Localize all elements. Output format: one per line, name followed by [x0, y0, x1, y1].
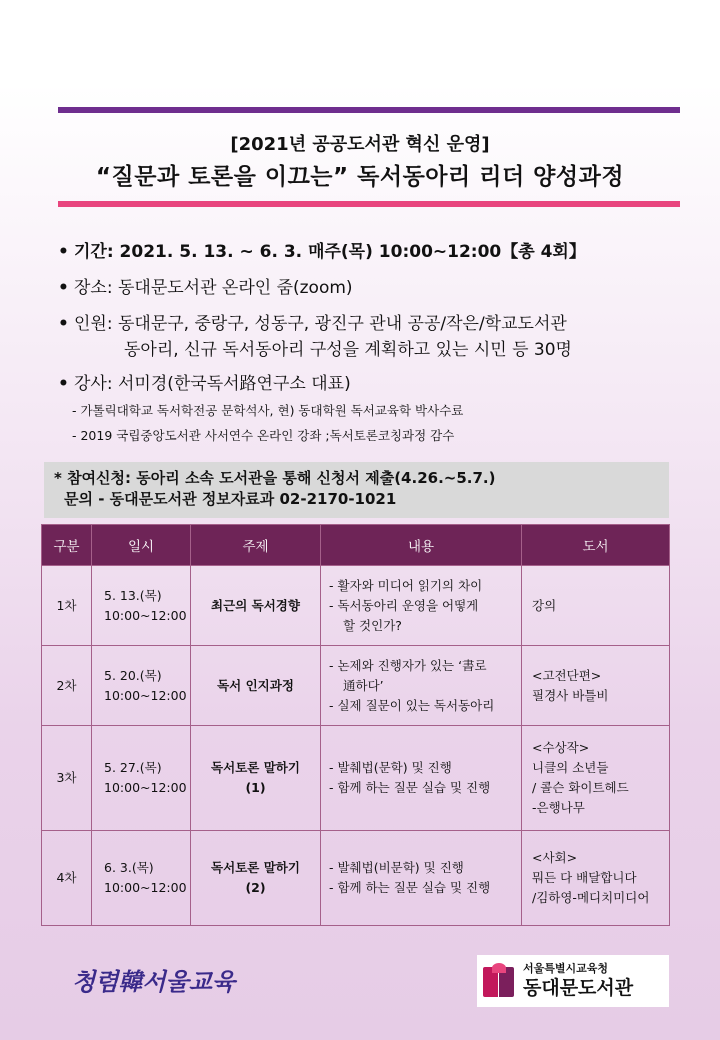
people-text-line1: 인원: 동대문구, 중랑구, 성동구, 광진구 관내 공공/작은/학교도서관	[74, 314, 567, 334]
session-no: 2차	[42, 646, 92, 726]
header-bar-top	[58, 107, 680, 113]
header-bar-bottom	[58, 201, 680, 207]
session-topic	[191, 566, 321, 646]
book-line: 강의	[532, 597, 557, 613]
place-item	[58, 276, 698, 300]
apply-box	[44, 462, 669, 518]
session-date	[92, 831, 191, 926]
book-line: <수상작>	[532, 740, 590, 755]
session-date-day: 5. 27.(목)	[104, 760, 162, 775]
session-topic	[191, 726, 321, 831]
session-no: 1차	[42, 566, 92, 646]
header-topic: 주제	[191, 525, 321, 566]
library-logo-text	[523, 962, 633, 1000]
header-date: 일시	[92, 525, 191, 566]
content-line: - 실제 질문이 있는 독서동아리	[329, 697, 495, 713]
content-line: - 독서동아리 운영을 어떻게	[329, 597, 479, 613]
session-book	[522, 566, 670, 646]
logo-text: 청렴韓서울교육	[72, 968, 236, 996]
book-line: 필경사 바틀비	[532, 687, 609, 703]
session-topic-line1: 최근의 독서경향	[211, 597, 300, 613]
session-date-time: 10:00~12:00	[104, 880, 187, 895]
session-no: 4차	[42, 831, 92, 926]
dongdaemun-library-logo	[477, 955, 669, 1007]
session-content	[321, 831, 522, 926]
apply-line1: * 참여신청: 동아리 소속 도서관을 통해 신청서 제출(4.26.~5.7.)	[54, 469, 496, 487]
book-line: /김하영-메디치미디어	[532, 890, 650, 905]
session-topic-line1: 독서토론 말하기	[211, 860, 300, 875]
session-content	[321, 566, 522, 646]
book-line: <사회>	[532, 850, 578, 865]
session-topic	[191, 646, 321, 726]
book-line: 뭐든 다 배달합니다	[532, 870, 637, 885]
info-section	[58, 240, 698, 452]
book-line: / 콜슨 화이트헤드	[532, 780, 629, 795]
education-office-name: 서울특별시교육청	[523, 962, 609, 975]
schedule-table	[41, 524, 670, 926]
bullet-icon: •	[58, 278, 69, 298]
content-line: - 발췌법(문학) 및 진행	[329, 760, 452, 775]
book-line: <고전단편>	[532, 667, 602, 683]
period-item	[58, 240, 698, 264]
session-date	[92, 646, 191, 726]
session-book	[522, 646, 670, 726]
content-line: - 발췌법(비문학) 및 진행	[329, 860, 464, 875]
book-line: 니클의 소년들	[532, 760, 609, 775]
table-row	[42, 726, 670, 831]
bullet-icon: •	[58, 374, 69, 394]
session-book	[522, 726, 670, 831]
content-line: - 활자와 미디어 읽기의 차이	[329, 577, 483, 593]
content-line: - 함께 하는 질문 실습 및 진행	[329, 780, 491, 795]
lecturer-text: 강사: 서미경(한국독서路연구소 대표)	[74, 374, 351, 394]
book-icon	[483, 963, 515, 999]
content-line: 通하다’	[343, 677, 384, 693]
library-name: 동대문도서관	[523, 977, 634, 999]
table-row	[42, 646, 670, 726]
place-text: 장소: 동대문도서관 온라인 줌(zoom)	[74, 278, 353, 298]
table-header-row	[42, 525, 670, 566]
session-date-time: 10:00~12:00	[104, 607, 187, 623]
people-item	[58, 312, 698, 336]
title-line1: [2021년 공공도서관 혁신 운영]	[230, 134, 490, 155]
bullet-icon: •	[58, 314, 69, 334]
session-date-time: 10:00~12:00	[104, 687, 187, 703]
content-line: - 함께 하는 질문 실습 및 진행	[329, 880, 491, 895]
session-date-time: 10:00~12:00	[104, 780, 187, 795]
lecturer-sub2: - 2019 국립중앙도서관 사서연수 온라인 강좌 ;독서토론코칭과정 감수	[72, 428, 455, 443]
bullet-icon: •	[58, 242, 69, 262]
session-no: 3차	[42, 726, 92, 831]
book-line: -은행나무	[532, 800, 585, 815]
session-topic-line2: (1)	[245, 780, 266, 795]
header-content: 내용	[321, 525, 522, 566]
people-text-line2: 동아리, 신규 독서동아리 구성을 계획하고 있는 시민 등 30명	[124, 340, 572, 360]
session-content	[321, 646, 522, 726]
session-date	[92, 566, 191, 646]
session-content	[321, 726, 522, 831]
session-topic-line1: 독서토론 말하기	[211, 760, 300, 775]
session-date-day: 6. 3.(목)	[104, 860, 154, 875]
session-topic-line2: (2)	[245, 880, 266, 895]
session-topic-line1: 독서 인지과정	[217, 677, 294, 693]
title-line2: “질문과 토론을 이끄는” 독서동아리 리더 양성과정	[95, 164, 625, 190]
header-no: 구분	[42, 525, 92, 566]
session-topic	[191, 831, 321, 926]
lecturer-sub1: - 가톨릭대학교 독서학전공 문학석사, 현) 동대학원 독서교육학 박사수료	[72, 403, 464, 418]
header-book: 도서	[522, 525, 670, 566]
content-line: - 논제와 진행자가 있는 ‘書로	[329, 657, 487, 673]
session-date-day: 5. 20.(목)	[104, 667, 162, 683]
table-row	[42, 566, 670, 646]
table-row	[42, 831, 670, 926]
session-book	[522, 831, 670, 926]
session-date-day: 5. 13.(목)	[104, 587, 162, 603]
apply-line2: 문의 - 동대문도서관 정보자료과 02-2170-1021	[64, 490, 397, 508]
clean-seoul-education-logo	[72, 962, 235, 997]
period-text: 기간: 2021. 5. 13. ~ 6. 3. 매주(목) 10:00~12:00【총 4회】	[74, 242, 586, 262]
lecturer-item	[58, 372, 698, 396]
content-line: 할 것인가?	[343, 617, 402, 633]
session-date	[92, 726, 191, 831]
